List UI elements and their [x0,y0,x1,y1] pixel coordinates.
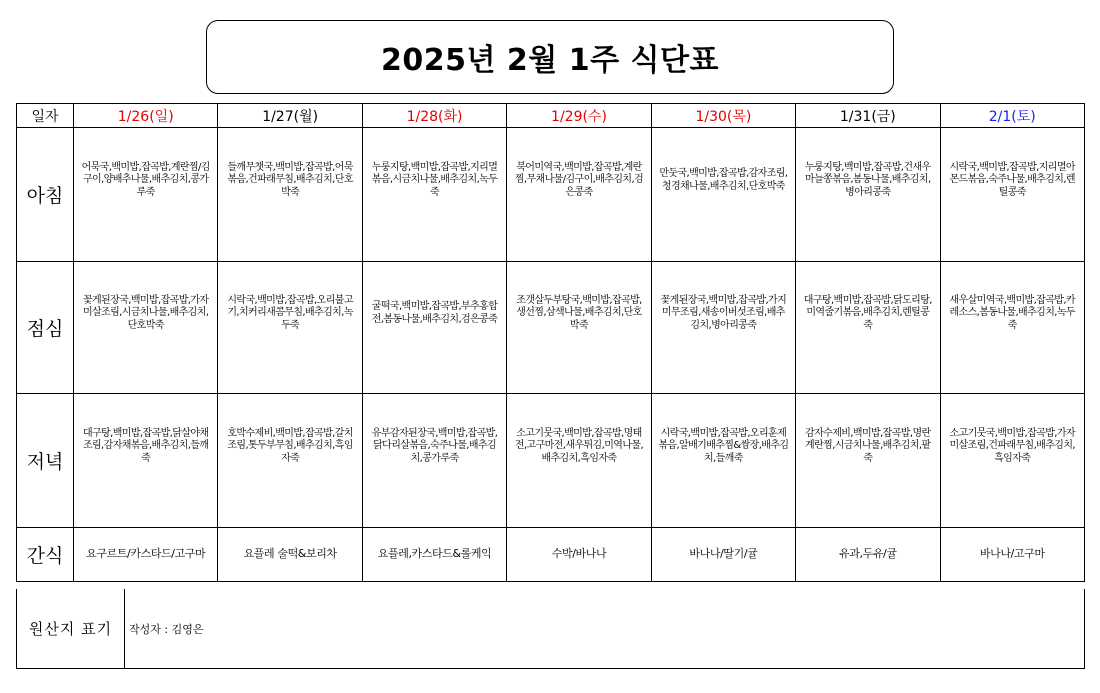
lunch-cell [651,262,795,394]
date-header-label: 일자 [17,104,74,128]
dinner-cell [651,394,795,528]
dinner-cell [940,394,1084,528]
breakfast-cell [796,128,940,262]
breakfast-cell [651,128,795,262]
menu-text: 꽃게된장국,백미밥,잡곡밥,가자미살조림,시금치나물,배추김치,단호박죽 [82,294,209,331]
menu-text: 조갯살두부탕국,백미밥,잡곡밥,생선찜,삼색나물,배추김치,단호박죽 [516,294,642,331]
menu-text: 감자수제비,백미밥,잡곡밥,명란계란찜,시금치나물,배추김치,팥죽 [805,427,931,464]
menu-text: 만둣국,백미밥,잡곡밥,감자조림,청경채나물,배추김치,단호박죽 [659,167,788,192]
menu-text: 소고기뭇국,백미밥,잡곡밥,가자미살조림,건파래무침,배추김치,흑임자죽 [949,427,1075,464]
lunch-cell [362,262,506,394]
lunch-cell [796,262,940,394]
lunch-cell [507,262,651,394]
date-thu: 1/30(목) [651,104,795,128]
author-text: 작성자 : 김영은 [129,622,204,636]
menu-text: 요플레 술떡&보리차 [243,546,337,560]
menu-text: 북어미역국,백미밥,잡곡밥,계란찜,무채나물/김구이,배추김치,검은콩죽 [514,161,644,198]
snack-cell [507,528,651,582]
lunch-row [17,262,1085,394]
date-sun: 1/26(일) [74,104,218,128]
breakfast-cell [218,128,362,262]
dinner-cell [507,394,651,528]
menu-text: 유과,두유/귤 [839,546,897,560]
lunch-label: 점심 [17,262,74,394]
menu-text: 대구탕,백미밥,잡곡밥,닭살야채조림,감자채볶음,배추김치,들깨죽 [82,427,209,464]
menu-text: 바나나/딸기/귤 [689,546,758,560]
menu-text: 요플레,카스타드&롤케익 [377,546,492,560]
menu-text: 새우살미역국,백미밥,잡곡밥,카레소스,봄동나물,배추김치,녹두죽 [949,294,1075,331]
page-title: 2025년 2월 1주 식단표 [381,43,719,78]
lunch-cell [940,262,1084,394]
breakfast-cell [74,128,218,262]
menu-text: 들깨무챗국,백미밥,잡곡밥,어묵볶음,건파래무침,배추김치,단호박죽 [227,161,353,198]
menu-text: 시락국,백미밥,잡곡밥,오리훈제볶음,알배기배추찜&쌈장,배추김치,들깨죽 [658,427,789,464]
breakfast-cell [507,128,651,262]
menu-text: 요구르트/카스타드/고구마 [86,546,206,560]
menu-text: 바나나/고구마 [979,546,1045,560]
snack-label: 간식 [17,528,74,582]
menu-text: 누룽지탕,백미밥,잡곡밥,건새우마늘쫑볶음,봄동나물,배추김치,병아리콩죽 [805,161,931,198]
header-row [17,104,1085,128]
dinner-cell [796,394,940,528]
breakfast-cell [362,128,506,262]
date-wed: 1/29(수) [507,104,651,128]
menu-text: 어묵국,백미밥,잡곡밥,계란찜/김구이,양배추나물,배추김치,콩가루죽 [81,161,210,198]
breakfast-label: 아침 [17,128,74,262]
snack-cell [651,528,795,582]
breakfast-row [17,128,1085,262]
snack-row [17,528,1085,582]
menu-text: 호박수제비,백미밥,잡곡밥,갈치조림,톳두부무침,배추김치,흑임자죽 [227,427,353,464]
date-mon: 1/27(월) [218,104,362,128]
date-fri: 1/31(금) [796,104,940,128]
menu-text: 소고기뭇국,백미밥,잡곡밥,명태전,고구마전,새우튀김,미역나물,배추김치,흑임자죽 [514,427,644,464]
breakfast-cell [940,128,1084,262]
date-sat: 2/1(토) [940,104,1084,128]
menu-text: 굴떡국,백미밥,잡곡밥,부추홍합전,봄동나물,배추김치,검은콩죽 [371,300,498,325]
menu-text: 대구탕,백미밥,잡곡밥,닭도리탕,미역줄기볶음,배추김치,렌틸콩죽 [803,294,932,331]
snack-cell [796,528,940,582]
snack-cell [218,528,362,582]
menu-text: 수박/바나나 [551,546,607,560]
dinner-label: 저녁 [17,394,74,528]
date-tue: 1/28(화) [362,104,506,128]
dinner-row [17,394,1085,528]
lunch-cell [218,262,362,394]
title-box [206,20,894,94]
menu-text: 시락국,백미밥,잡곡밥,지리멸아몬드볶음,숙주나물,배추김치,렌틸콩죽 [949,161,1075,198]
dinner-cell [362,394,506,528]
dinner-cell [218,394,362,528]
snack-cell [940,528,1084,582]
lunch-cell [74,262,218,394]
menu-text: 유부감자된장국,백미밥,잡곡밥,닭다리살볶음,숙주나물,배추김치,콩가루죽 [371,427,498,464]
snack-cell [74,528,218,582]
origin-label: 원산지 표기 [17,589,125,668]
menu-table [16,103,1085,582]
menu-text: 시락국,백미밥,잡곡밥,오리불고기,치커리새콤무침,배추김치,녹두죽 [227,294,353,331]
menu-text: 꽃게된장국,백미밥,잡곡밥,가지미무조림,새송이버섯조림,배추김치,병아리콩죽 [660,294,787,331]
snack-cell [362,528,506,582]
menu-text: 누룽지탕,백미밥,잡곡밥,지리멸볶음,시금치나물,배추김치,녹두죽 [371,161,498,198]
dinner-cell [74,394,218,528]
origin-footer [16,589,1085,669]
